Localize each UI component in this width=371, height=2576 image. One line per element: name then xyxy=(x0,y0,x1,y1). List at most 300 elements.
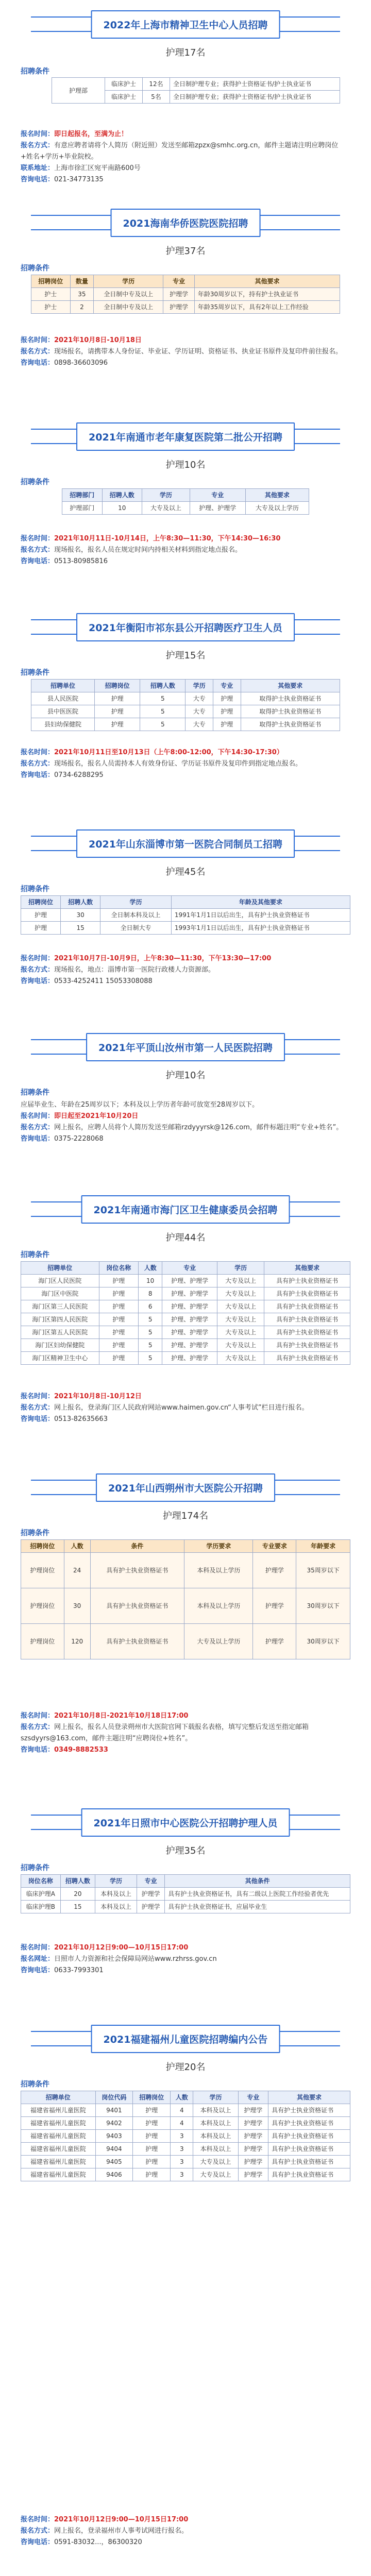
table-cell: 大专及以上 xyxy=(217,1352,264,1365)
section-title: 2021海南华侨医院医院招聘 xyxy=(111,209,261,237)
table-cell: 9405 xyxy=(95,2156,133,2168)
table-cell: 取得护士执业资格证书 xyxy=(241,718,340,731)
table-cell: 护理、护理学 xyxy=(162,1275,217,1287)
table-cell: 具有护士执业资格证书 xyxy=(264,1275,350,1287)
table-row xyxy=(21,1313,350,1326)
table-cell: 15 xyxy=(60,1901,95,1913)
table-cell: 护理学 xyxy=(137,1901,164,1913)
table-header: 其他要求 xyxy=(268,2091,350,2104)
recruit-table-10 xyxy=(21,2091,350,2181)
section-count: 护理35名 xyxy=(165,1845,206,1856)
table-header-row xyxy=(21,1875,350,1888)
section-title: 2021年山东淄博市第一医院合同制员工招聘 xyxy=(76,829,295,858)
section-title: 2021年衡阳市祁东县公开招聘医疗卫生人员 xyxy=(76,613,295,641)
recruit-table-8 xyxy=(21,1539,350,1659)
table-cell: 本科及以上 xyxy=(95,1888,137,1901)
table-cell: 护理学 xyxy=(238,2104,268,2117)
table-cell: 具有护士执业资格证书 xyxy=(268,2117,350,2130)
table-header: 岗位代码 xyxy=(95,2091,133,2104)
table-header: 专业 xyxy=(163,275,195,288)
table-row xyxy=(21,2117,350,2130)
recruit-label: 招聘条件 xyxy=(21,264,49,273)
table-row xyxy=(21,1901,350,1913)
table-cell: 大专及以上 xyxy=(217,1339,264,1352)
table-header: 招聘人数 xyxy=(102,489,142,502)
table-cell: 护理岗位 xyxy=(21,1588,64,1624)
sign-line: 报名时间：2021年10月12日9:00—10月15日17:00 xyxy=(21,1944,189,1952)
table-row xyxy=(31,718,340,731)
table-cell: 具有护士执业资格证书 xyxy=(268,2168,350,2181)
table-header: 学历 xyxy=(142,489,190,502)
table-header: 学历 xyxy=(217,1262,264,1275)
table-cell: 30 xyxy=(64,1588,90,1624)
table-cell: 9401 xyxy=(95,2104,133,2117)
table-cell: 5 xyxy=(140,718,185,731)
section-count: 护理20名 xyxy=(165,2062,206,2073)
table-cell: 护理学 xyxy=(253,1553,296,1588)
table-cell: 护理部 xyxy=(52,78,105,104)
table-cell: 临床护士 xyxy=(105,78,143,91)
info-block-5 xyxy=(21,953,350,987)
table-cell: 3 xyxy=(171,2168,193,2181)
table-cell: 护理 xyxy=(99,1339,138,1352)
table-cell: 具有护士执业资格证书 xyxy=(264,1352,350,1365)
section-header-7 xyxy=(0,1185,371,1231)
table-row xyxy=(21,1287,350,1300)
table-cell: 全日制中专及以上 xyxy=(94,288,163,301)
section-header-4 xyxy=(0,603,371,649)
table-cell: 护理、护理学 xyxy=(162,1300,217,1313)
phone-line: 咨询电话：0591-83032...，86300320 xyxy=(21,2538,142,2546)
table-cell: 护理岗位 xyxy=(21,1624,64,1659)
table-cell: 取得护士执业资格证书 xyxy=(241,692,340,705)
table-row xyxy=(31,705,340,718)
table-cell: 大专及以上 xyxy=(217,1275,264,1287)
table-row xyxy=(21,922,350,935)
way-line: 报名方式：网上报名，报名人员登录朔州市大医院官网下载报名表格，填写完整后发送至指定邮箱szsdyyrs@163.com，邮件主题注明“应聘岗位+姓名”。 xyxy=(21,1723,309,1742)
table-cell: 5 xyxy=(140,705,185,718)
sign-line: 报名时间：2021年10月8日-2021年10月18日17:00 xyxy=(21,1712,189,1720)
recruit-table-5 xyxy=(21,895,350,935)
table-cell: 本科及以上 xyxy=(193,2104,238,2117)
section-count: 护理37名 xyxy=(165,246,206,257)
table-cell: 具有护士执业资格证书 xyxy=(264,1300,350,1313)
section-title: 2021年南通市老年康复医院第二批公开招聘 xyxy=(76,422,295,451)
table-cell: 4 xyxy=(171,2104,193,2117)
section-header-3 xyxy=(0,412,371,459)
table-cell: 具有护士执业资格证书 xyxy=(264,1287,350,1300)
table-cell: 海门区中医院 xyxy=(21,1287,99,1300)
paragraph: 应届毕业生、年龄在25周岁以下；本科及以上学历者年龄可放宽至28周岁以下。 xyxy=(21,1101,259,1109)
section-count: 护理174名 xyxy=(162,1511,209,1521)
table-cell: 海门区第五人民医院 xyxy=(21,1326,99,1339)
recruit-table-3 xyxy=(62,488,309,515)
table-cell: 5名 xyxy=(143,91,170,104)
table-cell: 具有护士执业资格证书 xyxy=(90,1624,184,1659)
phone-line: 咨询电话：021-34773135 xyxy=(21,176,104,183)
recruit-table-4 xyxy=(31,679,340,731)
sign-line: 报名时间：即日起至2021年10月20日 xyxy=(21,1112,139,1120)
table-cell: 护理 xyxy=(133,2143,171,2156)
table-cell: 护理 xyxy=(99,1287,138,1300)
table-row xyxy=(21,2143,350,2156)
table-cell: 2 xyxy=(70,301,94,314)
table-header-row xyxy=(21,2091,350,2104)
table-cell: 本科及以上 xyxy=(193,2130,238,2143)
table-header: 其他条件 xyxy=(165,1875,350,1888)
table-cell: 大专 xyxy=(185,692,213,705)
table-cell: 福建省福州儿童医院 xyxy=(21,2156,96,2168)
table-header-row xyxy=(21,896,350,909)
table-cell: 具有护士执业资格证书 xyxy=(268,2104,350,2117)
table-header: 招聘岗位 xyxy=(31,275,71,288)
table-cell: 9402 xyxy=(95,2117,133,2130)
recruit-label: 招聘条件 xyxy=(21,885,49,893)
table-cell: 护理学 xyxy=(238,2143,268,2156)
table-header: 岗位名称 xyxy=(21,1875,61,1888)
table-header: 招聘单位 xyxy=(21,1262,99,1275)
table-header: 其他要求 xyxy=(245,489,309,502)
table-cell: 9404 xyxy=(95,2143,133,2156)
table-cell: 护理 xyxy=(99,1313,138,1326)
table-cell: 全日制本科及以上 xyxy=(100,909,172,922)
table-cell: 具有护士执业资格证书，具有二级以上医院工作经验者优先 xyxy=(165,1888,350,1901)
table-header-row xyxy=(21,1540,350,1553)
table-cell: 年龄30周岁以下，持有护士执业证书 xyxy=(194,288,340,301)
table-cell: 县人民医院 xyxy=(31,692,95,705)
table-cell: 具有护士执业资格证书 xyxy=(264,1313,350,1326)
phone-line: 咨询电话：0349-8882533 xyxy=(21,1746,108,1754)
section-title: 2021年山西朔州市大医院公开招聘 xyxy=(96,1473,275,1502)
table-cell: 年龄35周岁以下，具有2年以上工作经验 xyxy=(194,301,340,314)
info-block-3 xyxy=(21,533,350,567)
table-cell: 5 xyxy=(139,1339,162,1352)
table-cell: 大专及以上 xyxy=(217,1300,264,1313)
table-cell: 护理 xyxy=(133,2130,171,2143)
table-cell: 本科及以上 xyxy=(193,2143,238,2156)
recruit-label: 招聘条件 xyxy=(21,2080,49,2089)
table-cell: 护理 xyxy=(99,1326,138,1339)
table-cell: 大专及以上 xyxy=(193,2168,238,2181)
table-header: 其他要求 xyxy=(241,680,340,692)
table-header: 其他要求 xyxy=(194,275,340,288)
table-row xyxy=(21,1588,350,1624)
table-header-row xyxy=(62,489,309,502)
table-header: 学历 xyxy=(100,896,172,909)
table-cell: 5 xyxy=(139,1352,162,1365)
table-header: 年龄要求 xyxy=(296,1540,350,1553)
info-block-1 xyxy=(21,129,350,185)
table-cell: 大专及以上学历 xyxy=(245,502,309,515)
phone-line: 咨询电话：0898-36603096 xyxy=(21,359,108,367)
table-cell: 护理 xyxy=(94,718,140,731)
table-cell: 3 xyxy=(171,2130,193,2143)
table-cell: 30 xyxy=(61,909,100,922)
table-cell: 120 xyxy=(64,1624,90,1659)
way-line: 报名方式：现场报名，请携带本人身份证、毕业证、学历证明、资格证书、执业证书原件及复印件前往报名。 xyxy=(21,348,343,355)
table-header: 专业 xyxy=(190,489,245,502)
table-header: 数量 xyxy=(70,275,94,288)
table-header: 招聘单位 xyxy=(31,680,95,692)
table-header: 专业 xyxy=(238,2091,268,2104)
table-header: 学历要求 xyxy=(184,1540,253,1553)
table-header: 条件 xyxy=(90,1540,184,1553)
table-cell: 县中医医院 xyxy=(31,705,95,718)
table-cell: 具有护士执业资格证书 xyxy=(264,1326,350,1339)
info-block-2 xyxy=(21,335,350,369)
table-cell: 35周岁以下 xyxy=(296,1553,350,1588)
table-cell: 护理、护理学 xyxy=(162,1339,217,1352)
table-header: 专业 xyxy=(162,1262,217,1275)
table-cell: 护理学 xyxy=(238,2130,268,2143)
table-cell: 福建省福州儿童医院 xyxy=(21,2143,96,2156)
recruit-label: 招聘条件 xyxy=(21,478,49,486)
recruit-label: 招聘条件 xyxy=(21,1864,49,1872)
section-count: 护理15名 xyxy=(165,650,206,661)
table-cell: 护理、护理学 xyxy=(190,502,245,515)
table-cell: 护理学 xyxy=(137,1888,164,1901)
addr-line: 联系地址：上海市徐汇区宛平南路600号 xyxy=(21,164,141,172)
recruit-table-9 xyxy=(21,1874,350,1913)
recruit-label: 招聘条件 xyxy=(21,1529,49,1537)
table-cell: 临床护理B xyxy=(21,1901,61,1913)
table-header: 专业 xyxy=(137,1875,164,1888)
table-cell: 大专及以上 xyxy=(217,1287,264,1300)
table-header: 学历 xyxy=(193,2091,238,2104)
way-line: 报名方式：网上报名，应聘人员将个人简历发送至邮箱rzdyyyrsk@126.com，邮件标题注明“专业+姓名”。 xyxy=(21,1124,343,1131)
table-header: 其他要求 xyxy=(264,1262,350,1275)
table-cell: 临床护士 xyxy=(105,91,143,104)
table-cell: 护理 xyxy=(94,705,140,718)
table-header: 招聘人数 xyxy=(61,896,100,909)
table-cell: 护理、护理学 xyxy=(162,1313,217,1326)
table-cell: 具有护士执业资格证书 xyxy=(268,2130,350,2143)
sign-line: 报名时间：2021年10月12日9:00—10月15日17:00 xyxy=(21,2516,189,2523)
section-header-5 xyxy=(0,819,371,866)
section-title: 2021福建福州儿童医院招聘编内公告 xyxy=(91,2025,280,2053)
table-cell: 海门区人民医院 xyxy=(21,1275,99,1287)
table-cell: 本科及以上 xyxy=(95,1901,137,1913)
table-header-row xyxy=(31,275,340,288)
table-cell: 海门区第四人民医院 xyxy=(21,1313,99,1326)
way-line: 报名方式：有意应聘者请将个人简历（附近照）发送至邮箱zpzx@smhc.org.cn，邮件主题请注明应聘岗位+姓名+学历+毕业院校。 xyxy=(21,142,339,161)
table-cell: 福建省福州儿童医院 xyxy=(21,2104,96,2117)
table-cell: 全日制护理专业；获得护士资格证书/护士执业证书 xyxy=(170,78,340,91)
info-block-10 xyxy=(21,2514,350,2548)
table-cell: 10 xyxy=(139,1275,162,1287)
table-cell: 4 xyxy=(171,2117,193,2130)
section-title: 2021年日照市中心医院公开招聘护理人员 xyxy=(81,1808,290,1837)
sign-line: 报名时间：2021年10月11日-10月14日，上午8:30—11:30，下午14:30—16:30 xyxy=(21,535,281,543)
sign-line: 报名时间：2021年10月8日-10月12日 xyxy=(21,1393,142,1400)
table-cell: 具有护士执业资格证书 xyxy=(268,2156,350,2168)
table-header: 招聘岗位 xyxy=(21,1540,64,1553)
table-cell: 护理、护理学 xyxy=(162,1287,217,1300)
table-cell: 护理学 xyxy=(163,301,195,314)
table-header-row xyxy=(21,1262,350,1275)
table-cell: 全日制大专 xyxy=(100,922,172,935)
table-header: 人数 xyxy=(139,1262,162,1275)
table-cell: 本科及以上 xyxy=(193,2117,238,2130)
table-cell: 护理学 xyxy=(238,2156,268,2168)
table-cell: 20 xyxy=(60,1888,95,1901)
table-header: 招聘岗位 xyxy=(133,2091,171,2104)
table-cell: 护理岗位 xyxy=(21,1553,64,1588)
way-line: 报名方式：网上报名，登录海门区人民政府网站www.haimen.gov.cn“人事考试”栏目进行报名。 xyxy=(21,1404,309,1412)
phone-line: 咨询电话：0513-82635663 xyxy=(21,1415,108,1423)
table-row xyxy=(21,1352,350,1365)
section-count: 护理10名 xyxy=(165,460,206,470)
table-header: 招聘人数 xyxy=(60,1875,95,1888)
phone-line: 咨询电话：0533-4252411 15053308088 xyxy=(21,977,153,985)
table-cell: 大专及以上 xyxy=(217,1326,264,1339)
table-cell: 本科及以上学历 xyxy=(184,1588,253,1624)
table-cell: 海门区第三人民医院 xyxy=(21,1300,99,1313)
table-cell: 具有护士执业资格证书 xyxy=(90,1588,184,1624)
table-header: 招聘岗位 xyxy=(21,896,61,909)
table-header: 招聘人数 xyxy=(140,680,185,692)
table-row xyxy=(31,288,340,301)
table-cell: 大专 xyxy=(185,718,213,731)
table-cell: 8 xyxy=(139,1287,162,1300)
table-cell: 10 xyxy=(102,502,142,515)
table-cell: 福建省福州儿童医院 xyxy=(21,2130,96,2143)
table-cell: 护理学 xyxy=(253,1624,296,1659)
recruit-label: 招聘条件 xyxy=(21,67,49,76)
table-cell: 海门区妇幼保健院 xyxy=(21,1339,99,1352)
table-cell: 护理 xyxy=(133,2117,171,2130)
table-cell: 5 xyxy=(139,1326,162,1339)
table-cell: 护理 xyxy=(213,705,241,718)
table-header: 专业要求 xyxy=(253,1540,296,1553)
table-header: 人数 xyxy=(171,2091,193,2104)
table-header: 岗位名称 xyxy=(99,1262,138,1275)
table-row xyxy=(21,1624,350,1659)
section-title: 2022年上海市精神卫生中心人员招聘 xyxy=(91,10,280,39)
recruit-table-1 xyxy=(52,77,340,104)
table-cell: 3 xyxy=(171,2156,193,2168)
table-cell: 全日制护理专业；获得护士资格证书/护士执业证书 xyxy=(170,91,340,104)
table-header: 招聘岗位 xyxy=(94,680,140,692)
way-line: 报名方式：现场报名，地点：淄博市第一医院行政楼人力资源部。 xyxy=(21,966,215,974)
table-row xyxy=(62,502,309,515)
way-line: 报名方式：现场报名，报名人员需持本人有效身份证、学历证书原件及复印件到指定地点报名。 xyxy=(21,760,302,768)
table-header: 人数 xyxy=(64,1540,90,1553)
table-header: 专业 xyxy=(213,680,241,692)
phone-line: 咨询电话：0734-6288295 xyxy=(21,771,104,779)
table-cell: 24 xyxy=(64,1553,90,1588)
info-block-7 xyxy=(21,1391,350,1425)
table-cell: 6 xyxy=(139,1300,162,1313)
section-count: 护理10名 xyxy=(165,1070,206,1081)
table-cell: 取得护士执业资格证书 xyxy=(241,705,340,718)
section-header-8 xyxy=(0,1463,371,1510)
table-cell: 护理 xyxy=(133,2168,171,2181)
table-header: 招聘单位 xyxy=(21,2091,96,2104)
info-block-8 xyxy=(21,1710,350,1756)
table-row xyxy=(21,1553,350,1588)
table-cell: 护理学 xyxy=(238,2117,268,2130)
table-header: 学历 xyxy=(185,680,213,692)
table-row xyxy=(21,2168,350,2181)
info-block-9 xyxy=(21,1942,350,1976)
table-cell: 护理 xyxy=(99,1300,138,1313)
phone-line: 咨询电话：0633-7993301 xyxy=(21,1967,104,1974)
table-cell: 护理学 xyxy=(238,2168,268,2181)
table-cell: 1991年1月1日以后出生，具有护士执业资格证书 xyxy=(171,909,350,922)
table-header: 年龄及其他要求 xyxy=(171,896,350,909)
table-header: 学历 xyxy=(95,1875,137,1888)
table-cell: 护理 xyxy=(99,1275,138,1287)
table-row xyxy=(21,1888,350,1901)
table-cell: 护理学 xyxy=(163,288,195,301)
table-row xyxy=(21,2104,350,2117)
table-cell: 大专及以上学历 xyxy=(184,1624,253,1659)
table-header-row xyxy=(31,680,340,692)
phone-line: 咨询电话：0513-80985816 xyxy=(21,557,108,565)
table-cell: 大专及以上 xyxy=(142,502,190,515)
sign-line: 报名时间：2021年10月11日至10月13日（上午8:00-12:00，下午14:30-17:30） xyxy=(21,749,283,756)
table-cell: 护理、护理学 xyxy=(162,1352,217,1365)
table-cell: 具有护士执业资格证书 xyxy=(268,2143,350,2156)
table-cell: 县妇幼保健院 xyxy=(31,718,95,731)
table-cell: 30周岁以下 xyxy=(296,1588,350,1624)
info-block-4 xyxy=(21,747,350,781)
section-count: 护理17名 xyxy=(165,47,206,58)
table-row xyxy=(52,78,340,91)
table-cell: 大专及以上 xyxy=(193,2156,238,2168)
section-count: 护理45名 xyxy=(165,867,206,877)
section-count: 护理44名 xyxy=(165,1232,206,1243)
table-cell: 15 xyxy=(61,922,100,935)
table-cell: 护理、护理学 xyxy=(162,1326,217,1339)
table-cell: 9403 xyxy=(95,2130,133,2143)
way-line: 报名网址：日照市人力资源和社会保障局网站www.rzhrss.gov.cn xyxy=(21,1955,217,1963)
table-row xyxy=(31,692,340,705)
table-cell: 3 xyxy=(171,2143,193,2156)
phone-line: 咨询电话：0375-2228068 xyxy=(21,1135,104,1143)
sign-line: 报名时间：即日起报名，至满为止！ xyxy=(21,130,128,138)
recruit-table-7 xyxy=(21,1261,350,1365)
table-row xyxy=(21,2156,350,2168)
section-title: 2021年平顶山汝州市第一人民医院招聘 xyxy=(86,1033,285,1061)
table-cell: 护理 xyxy=(21,922,61,935)
table-cell: 5 xyxy=(139,1313,162,1326)
table-cell: 临床护理A xyxy=(21,1888,61,1901)
table-cell: 9406 xyxy=(95,2168,133,2181)
table-cell: 护士 xyxy=(31,288,71,301)
table-cell: 护理 xyxy=(213,692,241,705)
recruit-table-2 xyxy=(31,275,340,314)
recruit-label: 招聘条件 xyxy=(21,669,49,677)
way-line: 报名方式：现场报名，报名人员在规定时间内持相关材料到指定地点报名。 xyxy=(21,546,242,554)
table-row xyxy=(21,2130,350,2143)
recruit-label: 招聘条件 xyxy=(21,1089,49,1097)
table-cell: 大专及以上 xyxy=(217,1313,264,1326)
info-block-6 xyxy=(21,1099,350,1145)
table-row xyxy=(21,1326,350,1339)
section-title: 2021年南通市海门区卫生健康委员会招聘 xyxy=(81,1195,290,1224)
table-cell: 福建省福州儿童医院 xyxy=(21,2117,96,2130)
table-cell: 护理学 xyxy=(253,1588,296,1624)
table-cell: 1993年1月1日以后出生，具有护士执业资格证书 xyxy=(171,922,350,935)
way-line: 报名方式：网上报名，登录福州市人事考试网进行报名。 xyxy=(21,2527,189,2535)
table-cell: 护理部门 xyxy=(62,502,103,515)
recruit-label: 招聘条件 xyxy=(21,1251,49,1259)
table-row xyxy=(21,1275,350,1287)
table-cell: 护理 xyxy=(213,718,241,731)
table-row xyxy=(21,1339,350,1352)
